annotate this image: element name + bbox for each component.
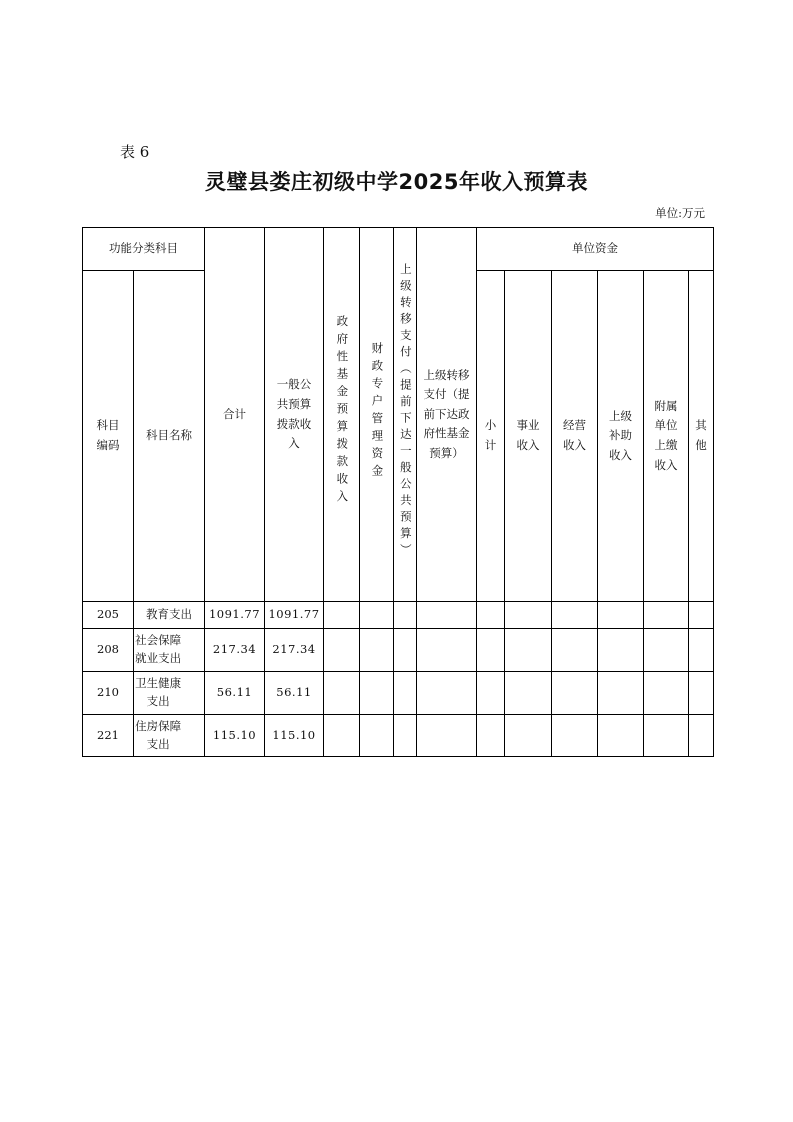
row-cell-empty [689, 672, 714, 715]
row-code: 210 [83, 672, 134, 715]
row-cell-empty [644, 715, 689, 757]
row-cell-empty [689, 629, 714, 672]
header-operating: 经营收入 [552, 271, 598, 602]
row-code: 208 [83, 629, 134, 672]
row-cell-empty [477, 629, 505, 672]
row-cell-empty [477, 602, 505, 629]
header-other: 其他 [689, 271, 714, 602]
row-name: 住房保障支出 [134, 715, 205, 757]
row-cell-empty [689, 715, 714, 757]
row-cell-empty [324, 715, 360, 757]
row-name: 卫生健康支出 [134, 672, 205, 715]
header-subsidy: 上级补助收入 [598, 271, 644, 602]
row-total: 115.10 [205, 715, 265, 757]
row-cell-empty [394, 602, 417, 629]
page-title: 灵璧县娄庄初级中学2025年收入预算表 [205, 170, 588, 194]
row-cell-empty [552, 629, 598, 672]
table-row [83, 629, 714, 672]
row-general: 56.11 [265, 672, 324, 715]
row-cell-empty [360, 629, 394, 672]
header-fiscal-special: 财政专户管理资金 [360, 228, 394, 602]
row-cell-empty [324, 602, 360, 629]
row-cell-empty [360, 672, 394, 715]
row-total: 56.11 [205, 672, 265, 715]
row-cell-empty [598, 715, 644, 757]
row-cell-empty [505, 715, 552, 757]
row-cell-empty [644, 672, 689, 715]
row-cell-empty [552, 602, 598, 629]
row-cell-empty [644, 602, 689, 629]
row-cell-empty [598, 602, 644, 629]
row-cell-empty [505, 602, 552, 629]
row-general: 217.34 [265, 629, 324, 672]
row-name: 教育支出 [134, 602, 205, 629]
income-budget-table [82, 227, 714, 757]
header-row-1 [83, 228, 714, 271]
row-cell-empty [598, 629, 644, 672]
table-number: 表 6 [120, 143, 150, 161]
row-name: 社会保障就业支出 [134, 629, 205, 672]
row-cell-empty [417, 672, 477, 715]
row-cell-empty [324, 629, 360, 672]
header-general-public: 一般公共预算拨款收入 [265, 228, 324, 602]
row-code: 221 [83, 715, 134, 757]
row-cell-empty [394, 715, 417, 757]
header-func-category: 功能分类科目 [83, 228, 205, 271]
row-general: 115.10 [265, 715, 324, 757]
header-total: 合计 [205, 228, 265, 602]
table-row [83, 715, 714, 757]
row-code: 205 [83, 602, 134, 629]
row-cell-empty [689, 602, 714, 629]
row-cell-empty [394, 672, 417, 715]
row-cell-empty [360, 602, 394, 629]
table-row [83, 672, 714, 715]
table-row [83, 602, 714, 629]
header-code: 科目编码 [83, 271, 134, 602]
header-affiliated: 附属单位上缴收入 [644, 271, 689, 602]
row-cell-empty [417, 602, 477, 629]
row-cell-empty [505, 672, 552, 715]
header-subtotal: 小计 [477, 271, 505, 602]
row-cell-empty [552, 672, 598, 715]
row-cell-empty [598, 672, 644, 715]
header-name: 科目名称 [134, 271, 205, 602]
row-cell-empty [324, 672, 360, 715]
header-business: 事业收入 [505, 271, 552, 602]
header-gov-fund: 政府性基金预算拨款收入 [324, 228, 360, 602]
row-cell-empty [477, 672, 505, 715]
row-total: 1091.77 [205, 602, 265, 629]
row-cell-empty [644, 629, 689, 672]
unit-label: 单位:万元 [655, 206, 705, 220]
row-cell-empty [360, 715, 394, 757]
row-cell-empty [477, 715, 505, 757]
row-cell-empty [505, 629, 552, 672]
row-cell-empty [417, 629, 477, 672]
row-cell-empty [552, 715, 598, 757]
row-total: 217.34 [205, 629, 265, 672]
header-transfer-general: 上级转移支付（提前下达一般公共预算） [394, 228, 417, 602]
row-cell-empty [417, 715, 477, 757]
row-cell-empty [394, 629, 417, 672]
row-general: 1091.77 [265, 602, 324, 629]
header-unit-funds: 单位资金 [477, 228, 714, 271]
header-transfer-fund: 上级转移支付（提前下达政府性基金预算） [417, 228, 477, 602]
